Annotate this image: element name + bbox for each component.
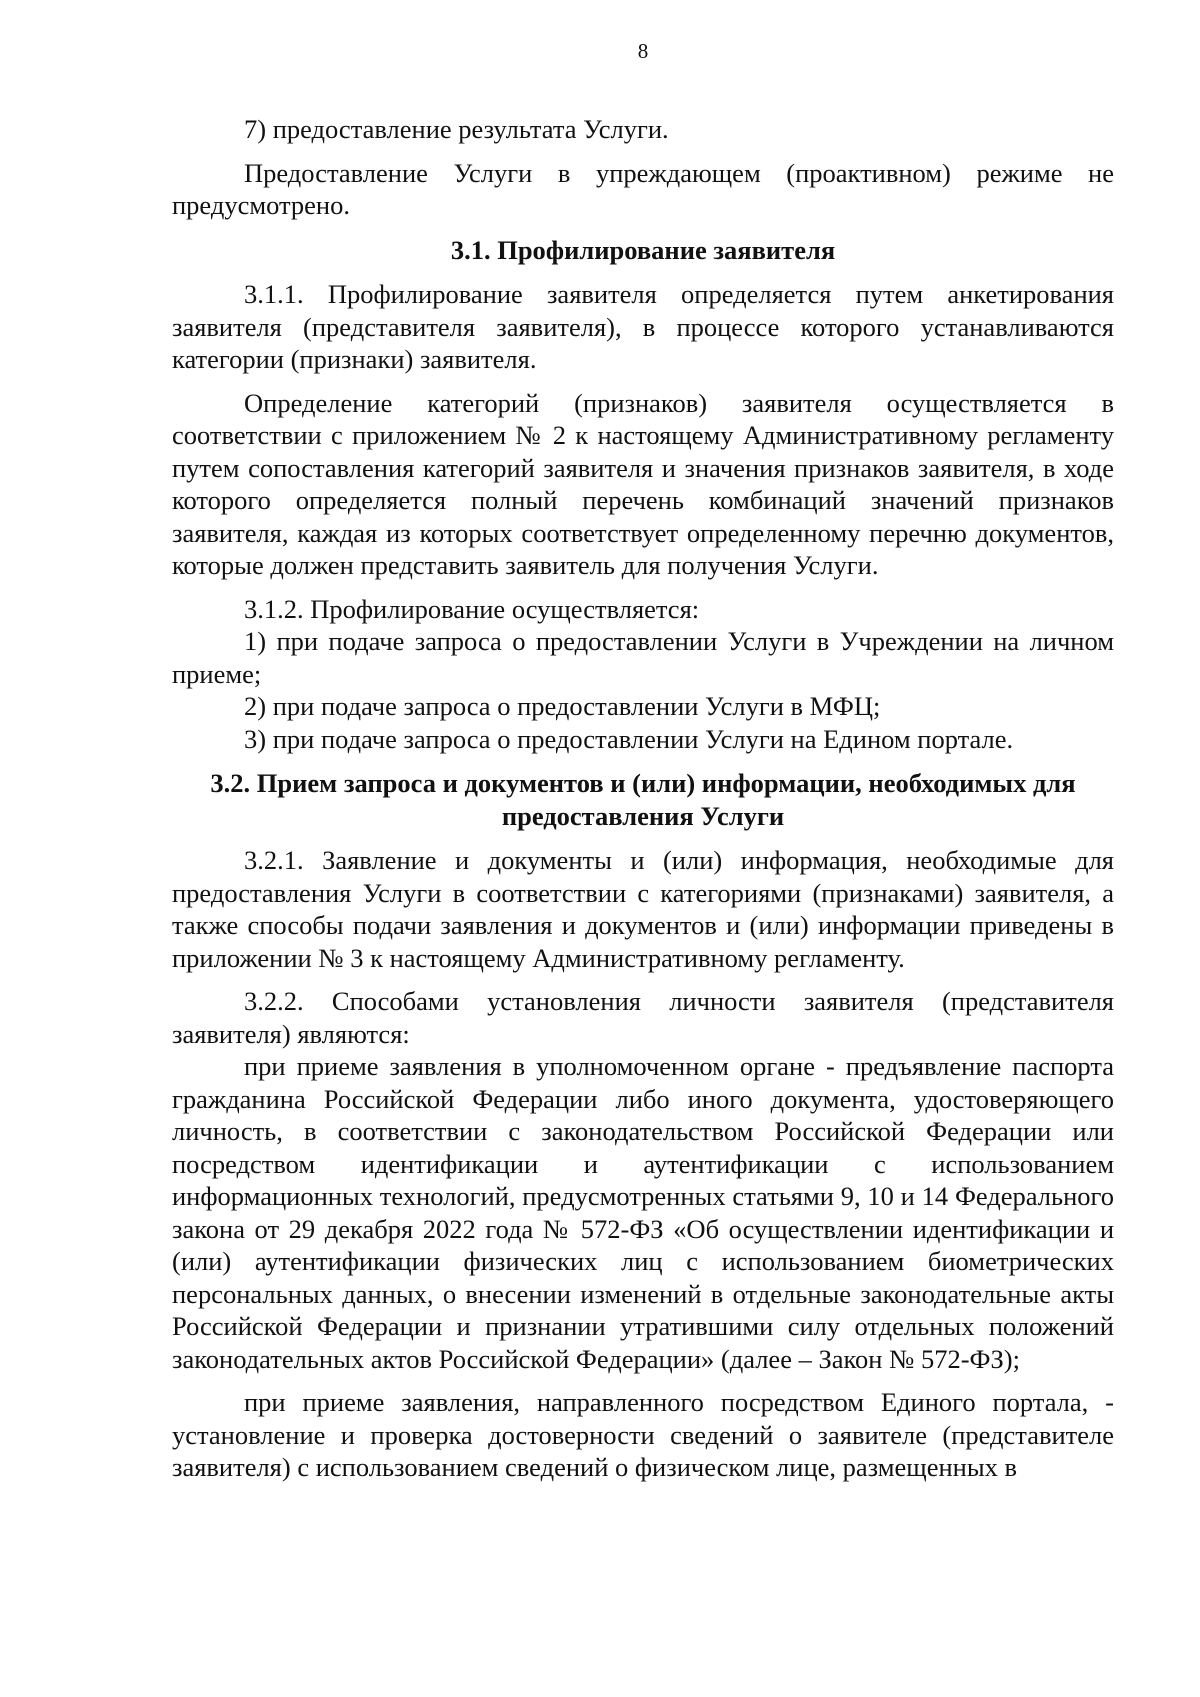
page-number: 8	[637, 39, 649, 63]
section-heading-3-2: 3.2. Прием запроса и документов и (или) информации, необходимых для предоставления Услуги	[210, 768, 1076, 831]
paragraph-unified-portal: при приеме заявления, направленного посредством Единого портала, - установление и проверка достоверности сведений о заявителе (представителе заявителя) с использованием сведений о физическом лице, размещенных в	[172, 1387, 1114, 1482]
paragraph-proactive-mode: Предоставление Услуги в упреждающем (проактивном) режиме не предусмотрено.	[172, 157, 1114, 220]
clause-3-2-2: 3.2.2. Способами установления личности заявителя (представителя заявителя) являются:	[172, 986, 1114, 1049]
paragraph-authorized-body: при приеме заявления в уполномоченном органе - предъявление паспорта гражданина Российской Федерации либо иного документа, удостоверяющего личность, в соответствии с законодательством Российской Федерации или посредством идентификации и аутентификации с использованием информационных технологий, предусмотренных статьями 9, 10 и 14 Федерального закона от 29 декабря 2022 года № 572-ФЗ «Об осуществлении идентификации и (или) аутентификации физических лиц с использованием биометрических персональных данных, о внесении изменений в отдельные законодательные акты Российской Федерации и признании утратившими силу отдельных положений законодательных актов Российской Федерации» (далее – Закон № 572-ФЗ);	[172, 1051, 1114, 1374]
paragraph-categories: Определение категорий (признаков) заявителя осуществляется в соответствии с приложением № 2 к настоящему Административному регламенту путем сопоставления категорий заявителя и значения признаков заявителя, в ходе которого определяется полный перечень комбинаций значений признаков заявителя, каждая из которых соответствует определенному перечню документов, которые должен представить заявитель для получения Услуги.	[172, 387, 1114, 580]
clause-3-1-1: 3.1.1. Профилирование заявителя определяется путем анкетирования заявителя (представителя заявителя), в процессе которого устанавливаются категории (признаки) заявителя.	[172, 279, 1114, 374]
list-item-3: 3) при подаче запроса о предоставлении Услуги на Едином портале.	[244, 723, 1014, 754]
list-item-2: 2) при подаче запроса о предоставлении Услуги в МФЦ;	[244, 691, 881, 721]
list-item-1: 1) при подаче запроса о предоставлении Услуги в Учреждении на личном приеме;	[172, 626, 1114, 689]
section-heading-3-1: 3.1. Профилирование заявителя	[450, 234, 836, 265]
clause-3-2-1: 3.2.1. Заявление и документы и (или) информация, необходимые для предоставления Услуги в соответствии с категориями (признаками) заявителя, а также способы подачи заявления и документов и (или) информации приведены в приложении № 3 к настоящему Административному регламенту.	[172, 845, 1114, 973]
list-item-7: 7) предоставление результата Услуги.	[244, 114, 669, 144]
document-body	[172, 113, 1114, 1484]
clause-3-1-2: 3.1.2. Профилирование осуществляется:	[244, 593, 700, 624]
